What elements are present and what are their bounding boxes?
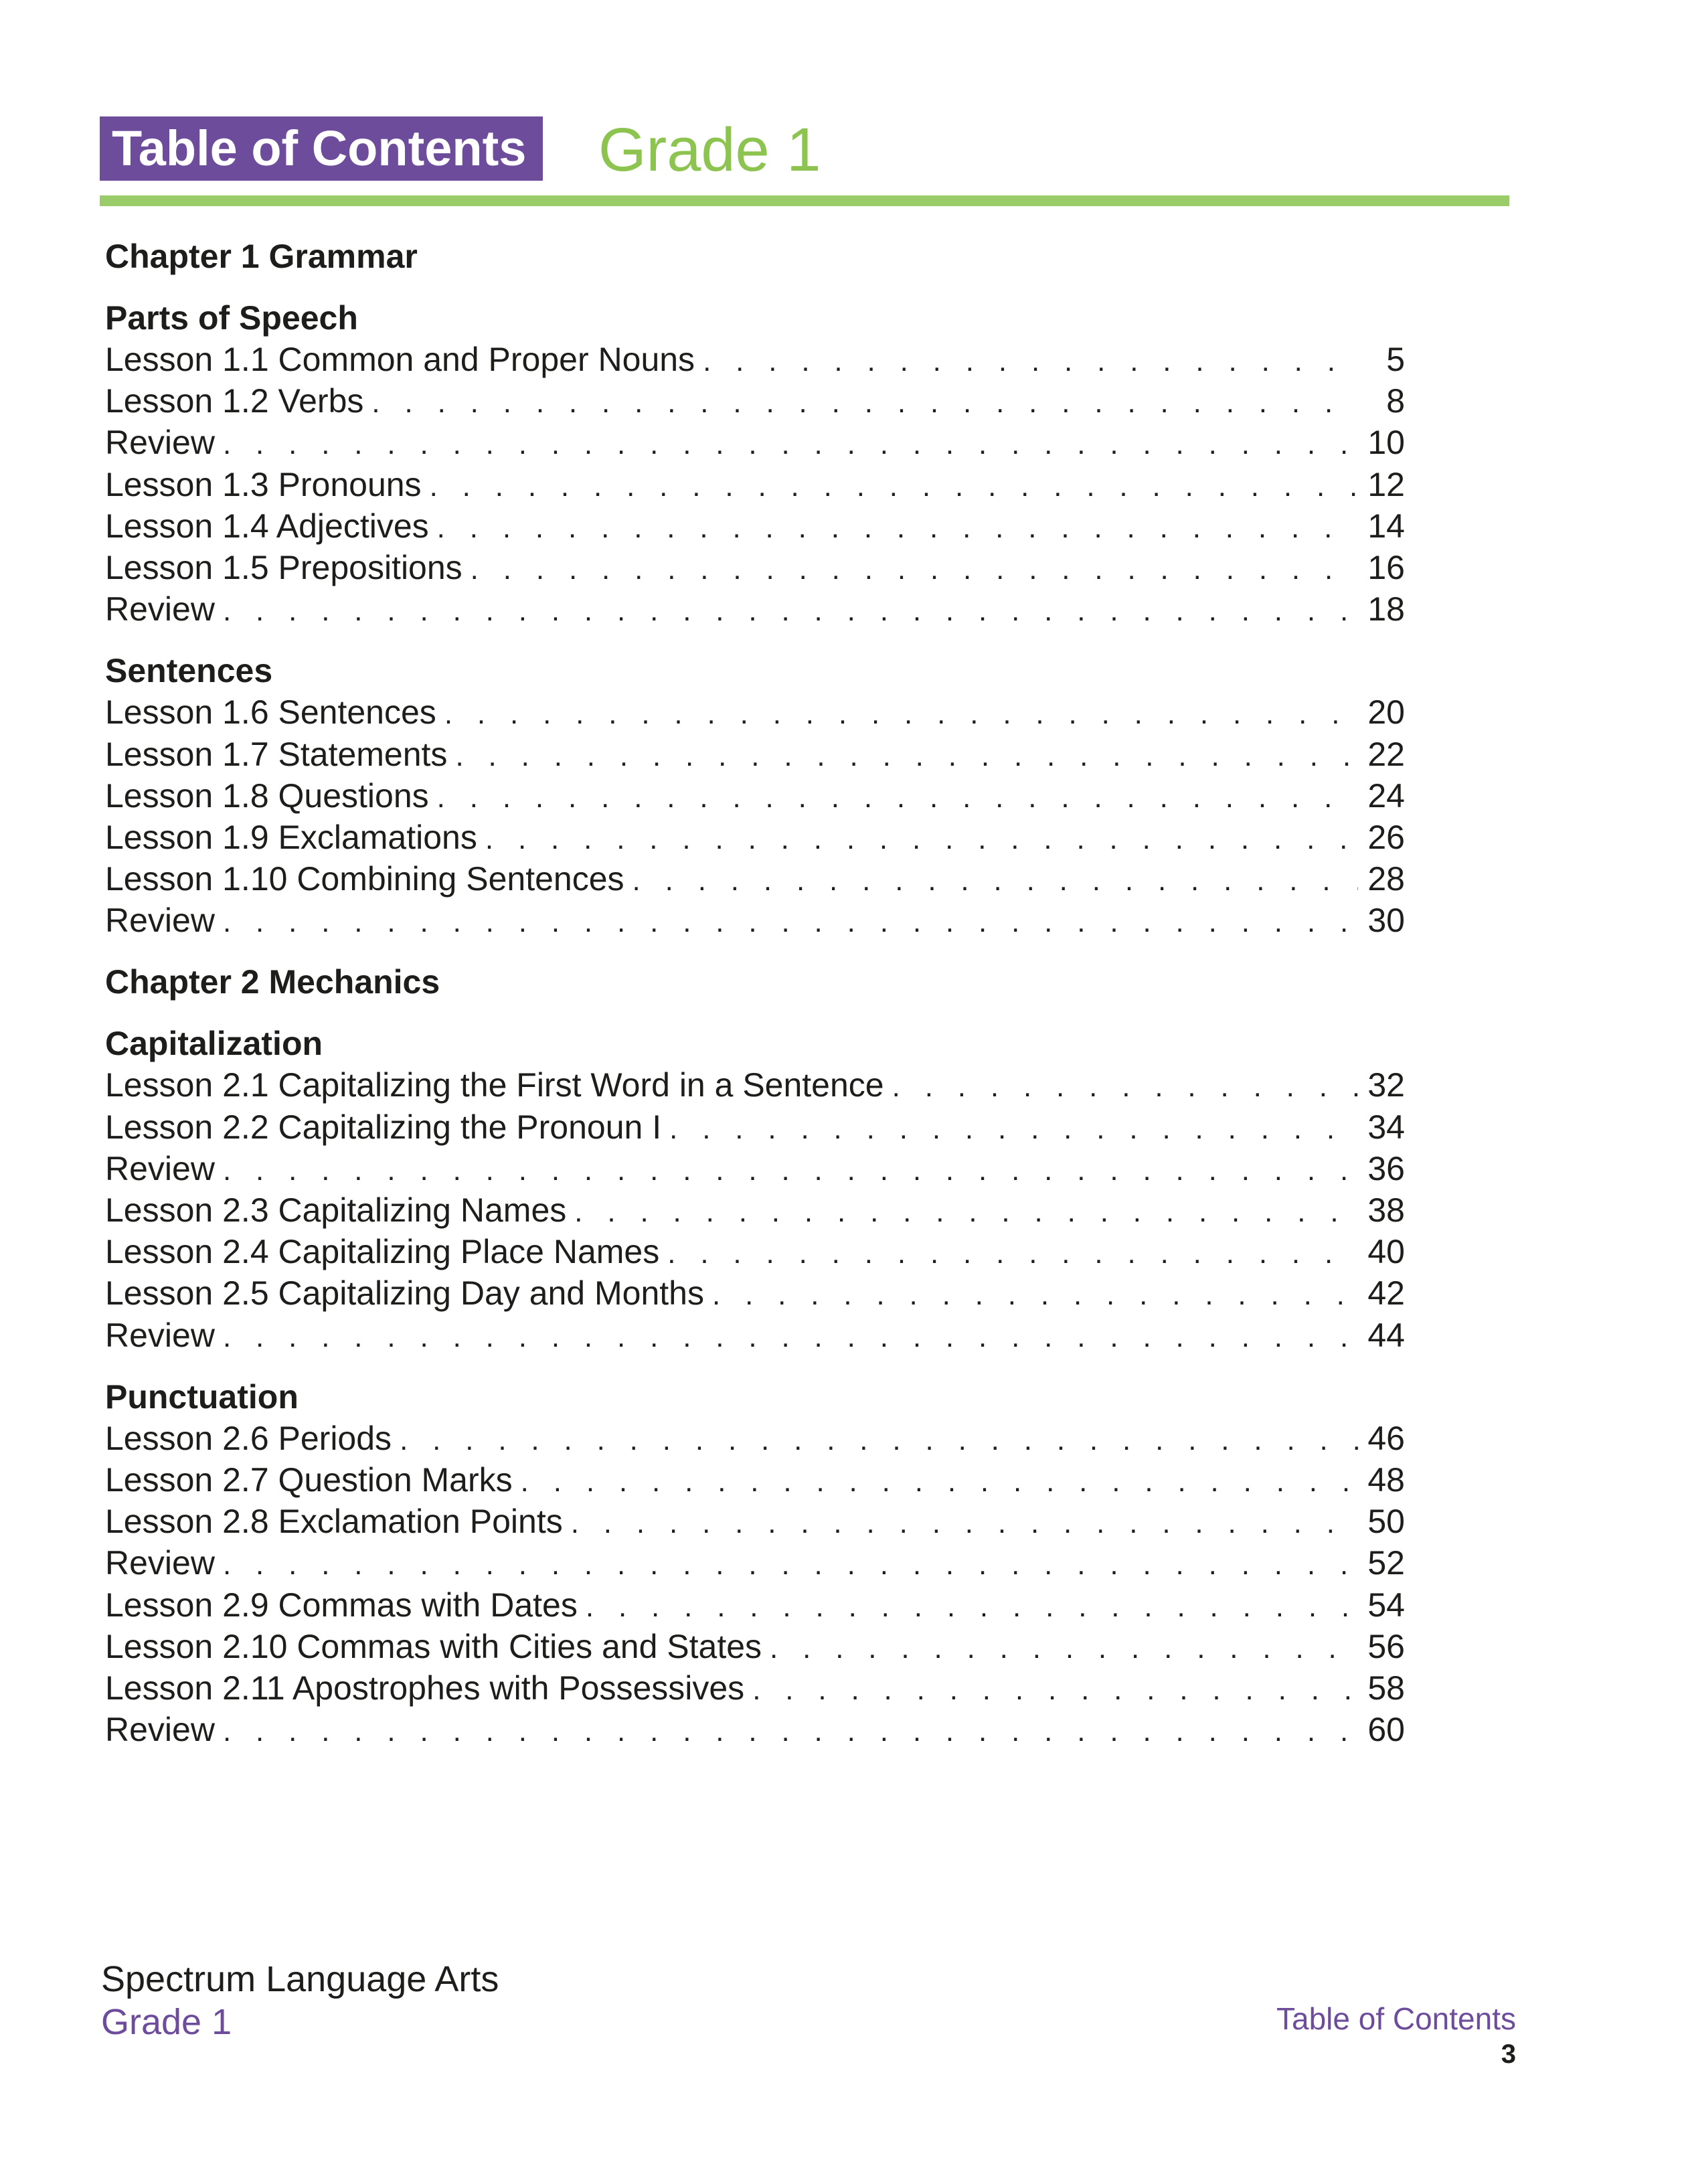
dot-leader — [586, 1586, 1358, 1628]
toc-entry[interactable] — [105, 505, 1405, 547]
entry-page-number: 26 — [1367, 818, 1405, 856]
entry-label: Lesson 2.5 Capitalizing Day and Months — [105, 1274, 704, 1313]
entry-page-number: 8 — [1386, 382, 1405, 420]
dot-leader — [574, 1191, 1358, 1233]
entry-label: Lesson 2.2 Capitalizing the Pronoun I — [105, 1108, 662, 1146]
entry-page-number: 38 — [1367, 1191, 1405, 1229]
entry-page-number: 44 — [1367, 1316, 1405, 1354]
toc-entry[interactable] — [105, 1189, 1405, 1231]
dot-leader — [223, 902, 1358, 943]
dot-leader — [223, 1150, 1358, 1191]
dot-leader — [444, 693, 1358, 735]
dot-leader — [400, 1420, 1358, 1461]
footer-section-info — [1276, 2000, 1516, 2037]
toc-entry[interactable] — [105, 1542, 1405, 1584]
dot-leader — [892, 1066, 1358, 1108]
dot-leader — [712, 1274, 1358, 1316]
section-heading: Parts of Speech — [105, 299, 358, 337]
page-number: 3 — [1501, 2039, 1516, 2069]
entry-label: Lesson 2.11 Apostrophes with Possessives — [105, 1669, 745, 1707]
toc-entry[interactable] — [105, 775, 1405, 817]
dot-leader — [223, 424, 1358, 465]
dot-leader — [667, 1233, 1358, 1274]
entry-label: Lesson 1.2 Verbs — [105, 382, 364, 420]
entry-page-number: 50 — [1367, 1503, 1405, 1541]
entry-label: Lesson 2.8 Exclamation Points — [105, 1503, 563, 1541]
toc-entry[interactable] — [105, 1272, 1405, 1314]
entry-page-number: 14 — [1367, 507, 1405, 545]
section-heading: Capitalization — [105, 1025, 323, 1063]
entry-label: Lesson 1.1 Common and Proper Nouns — [105, 341, 695, 378]
entry-label: Lesson 2.9 Commas with Dates — [105, 1586, 578, 1624]
toc-entry[interactable] — [105, 858, 1405, 900]
dot-leader — [571, 1503, 1358, 1544]
entry-page-number: 46 — [1367, 1419, 1405, 1457]
entry-label: Lesson 2.3 Capitalizing Names — [105, 1191, 567, 1229]
entry-label: Review — [105, 1149, 215, 1187]
entry-label: Review — [105, 1544, 215, 1582]
toc-entry[interactable] — [105, 1584, 1405, 1626]
toc-entry[interactable] — [105, 1501, 1405, 1542]
entry-label: Review — [105, 424, 215, 462]
dot-leader — [437, 777, 1358, 819]
entry-label: Lesson 1.6 Sentences — [105, 693, 436, 732]
toc-entry[interactable] — [105, 1106, 1405, 1148]
toc-entry[interactable] — [105, 1626, 1405, 1667]
dot-leader — [770, 1628, 1358, 1669]
entry-label: Lesson 1.10 Combining Sentences — [105, 860, 624, 898]
entry-page-number: 52 — [1367, 1544, 1405, 1582]
dot-leader — [437, 507, 1358, 549]
entry-page-number: 48 — [1367, 1460, 1405, 1499]
footer-section-title: Table of Contents — [1276, 2001, 1516, 2036]
entry-page-number: 12 — [1367, 465, 1405, 503]
entry-page-number: 10 — [1367, 424, 1405, 462]
dot-leader — [223, 1317, 1358, 1358]
toc-entry[interactable] — [105, 1418, 1405, 1459]
dot-leader — [752, 1669, 1358, 1711]
entry-page-number: 34 — [1367, 1108, 1405, 1146]
entry-page-number: 20 — [1367, 693, 1405, 732]
section-heading: Sentences — [105, 652, 273, 690]
dot-leader — [669, 1108, 1358, 1150]
dot-leader — [471, 549, 1358, 590]
entry-page-number: 16 — [1367, 548, 1405, 586]
toc-entry[interactable] — [105, 1459, 1405, 1501]
entry-label: Review — [105, 1316, 215, 1354]
page-title: Table of Contents — [100, 116, 543, 181]
entry-label: Lesson 2.7 Question Marks — [105, 1460, 513, 1499]
toc-entry[interactable] — [105, 734, 1405, 775]
toc-entry[interactable] — [105, 1231, 1405, 1272]
section-heading: Punctuation — [105, 1377, 299, 1416]
entry-label: Lesson 2.1 Capitalizing the First Word in a Sentence — [105, 1066, 884, 1104]
toc-entry[interactable] — [105, 588, 1405, 630]
dot-leader — [371, 382, 1358, 424]
dot-leader — [521, 1461, 1358, 1503]
entry-page-number: 40 — [1367, 1233, 1405, 1271]
entry-page-number: 28 — [1367, 860, 1405, 898]
toc-entry[interactable] — [105, 380, 1405, 422]
entry-page-number: 54 — [1367, 1586, 1405, 1624]
entry-label: Lesson 1.3 Pronouns — [105, 465, 422, 503]
entry-page-number: 56 — [1367, 1627, 1405, 1665]
toc-entry[interactable] — [105, 1148, 1405, 1189]
entry-label: Review — [105, 1711, 215, 1749]
entry-label: Lesson 2.10 Commas with Cities and States — [105, 1627, 762, 1665]
dot-leader — [223, 1544, 1358, 1586]
toc-entry[interactable] — [105, 1315, 1405, 1356]
toc-entry[interactable] — [105, 1709, 1405, 1750]
toc-entry[interactable] — [105, 691, 1405, 733]
toc-entry[interactable] — [105, 422, 1405, 463]
grade-heading: Grade 1 — [598, 116, 821, 184]
toc-entry[interactable] — [105, 817, 1405, 858]
toc-entry[interactable] — [105, 1667, 1405, 1709]
entry-page-number: 42 — [1367, 1274, 1405, 1313]
chapter-heading: Chapter 2 Mechanics — [105, 963, 440, 1001]
toc-entry[interactable] — [105, 464, 1405, 505]
footer-grade: Grade 1 — [101, 2002, 232, 2042]
entry-page-number: 24 — [1367, 776, 1405, 815]
dot-leader — [485, 819, 1358, 860]
entry-label: Lesson 1.7 Statements — [105, 735, 448, 773]
entry-page-number: 36 — [1367, 1149, 1405, 1187]
header-divider — [100, 195, 1509, 206]
entry-page-number: 60 — [1367, 1711, 1405, 1749]
toc-entry[interactable] — [105, 1064, 1405, 1106]
page-header — [100, 116, 1509, 207]
entry-page-number: 22 — [1367, 735, 1405, 773]
dot-leader — [455, 736, 1358, 777]
entry-page-number: 18 — [1367, 590, 1405, 628]
toc-entry[interactable] — [105, 900, 1405, 941]
entry-page-number: 32 — [1367, 1066, 1405, 1104]
dot-leader — [633, 860, 1358, 902]
toc-entry[interactable] — [105, 339, 1405, 380]
entry-page-number: 58 — [1367, 1669, 1405, 1707]
dot-leader — [223, 590, 1358, 632]
entry-label: Review — [105, 590, 215, 628]
entry-label: Lesson 1.8 Questions — [105, 776, 429, 815]
footer-book-title: Spectrum Language Arts — [101, 1959, 499, 1999]
entry-label: Review — [105, 902, 215, 940]
entry-label: Lesson 2.4 Capitalizing Place Names — [105, 1233, 660, 1271]
dot-leader — [703, 341, 1358, 382]
entry-label: Lesson 1.5 Prepositions — [105, 548, 462, 586]
toc-entry[interactable] — [105, 547, 1405, 588]
table-of-contents — [105, 236, 1405, 1750]
entry-label: Lesson 1.9 Exclamations — [105, 818, 477, 856]
entry-page-number: 30 — [1367, 902, 1405, 940]
chapter-heading: Chapter 1 Grammar — [105, 238, 418, 275]
dot-leader — [430, 466, 1358, 507]
entry-label: Lesson 2.6 Periods — [105, 1419, 392, 1457]
entry-label: Lesson 1.4 Adjectives — [105, 507, 429, 545]
footer-book-info — [101, 1958, 703, 2043]
entry-page-number: 5 — [1386, 341, 1405, 378]
dot-leader — [223, 1711, 1358, 1752]
